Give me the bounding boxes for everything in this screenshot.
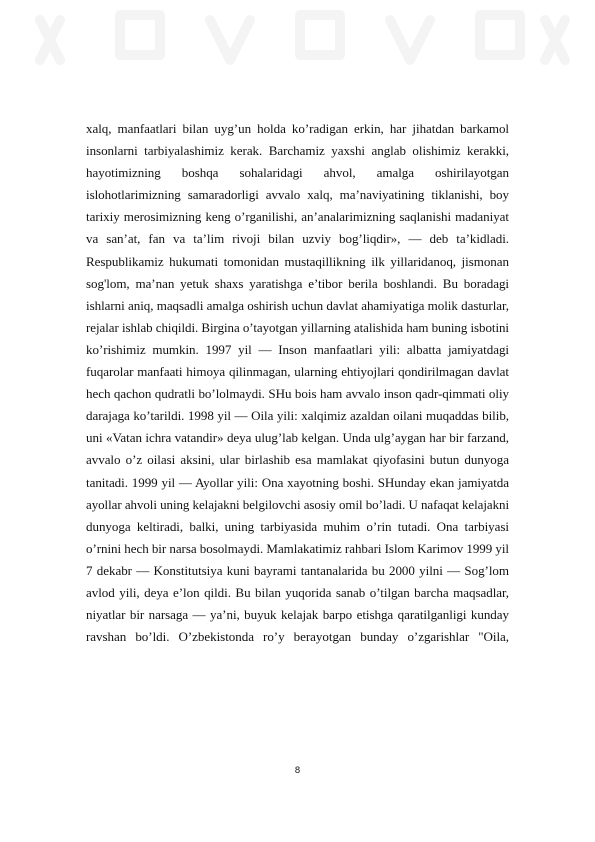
watermark-glyph-5	[390, 20, 430, 60]
text-line: 7 dekabr — Konstitutsiya kuni bayrami tantanalarida bu 2000 yilni — Sog’lom	[86, 562, 509, 578]
text-line: Respublikamiz hukumati tomonidan mustaqillikning ilk yillaridanoq, jismonan	[86, 253, 509, 269]
text-line: hayotimizning boshqa sohalaridagi ahvol, amalga oshirilayotgan	[86, 165, 509, 181]
watermark-glyph-3	[210, 20, 250, 60]
text-line: ayollar ahvoli uning kelajakni belgilovchi asosiy omil bo’ladi. U nafaqat kelajakni	[86, 496, 509, 512]
watermark-glyph-2	[120, 15, 160, 55]
text-line: tarixiy merosimizning keng o’rganilishi, an’analarimizning saqlanishi madaniyat	[86, 209, 509, 225]
watermark-glyph-6	[480, 15, 520, 55]
text-line: darajaga ko’tarildi. 1998 yil — Oila yili: xalqimiz azaldan oilani muqaddas bilib,	[86, 408, 509, 424]
text-line: sog'lom, ma’nan yetuk shaxs yaratishga e’tibor berila boshlandi. Bu boradagi	[86, 275, 509, 291]
text-line: ko’rishimiz mumkin. 1997 yil — Inson manfaatlari yili: albatta jamiyatdagi	[86, 341, 509, 357]
text-line: va san’at, fan va ta’lim rivoji bilan uzviy bog’liqdir», — deb ta’kidladi.	[86, 231, 509, 247]
text-line: ravshan bo’ldi. O’zbekistonda ro’y berayotgan bunday o’zgarishlar "Oila,	[86, 629, 509, 645]
text-line: rejalar ishlab chiqildi. Birgina o’tayotgan yillarning atalishida ham buning isbotini	[86, 319, 509, 335]
text-line: ishlarni aniq, maqsadli amalga oshirish uchun davlat ahamiyatiga molik dasturlar,	[86, 297, 509, 313]
text-line: insonlarni tarbiyalashimiz kerak. Barchamiz yaxshi anglab olishimiz kerakki,	[86, 143, 509, 159]
body-text	[86, 118, 509, 648]
text-line: niyatlar bir narsaga — ya’ni, buyuk kelajak barpo etishga qaratilganligi kunday	[86, 607, 509, 623]
text-line: uni «Vatan ichra vatandir» deya ulug’lab kelgan. Unda ulg’aygan har bir farzand,	[86, 430, 509, 446]
text-line: avvalo o’z oilasi aksini, ular birlashib esa mamlakat qiyofasini butun dunyoga	[86, 452, 509, 468]
text-line: dunyoga keltiradi, balki, uning tarbiyasida muhim o’rin tutadi. Ona tarbiyasi	[86, 518, 509, 534]
text-line: avlod yili, deya e’lon qildi. Bu bilan yuqorida sanab o’tilgan barcha maqsadlar,	[86, 584, 509, 600]
text-line: xalq, manfaatlari bilan uyg’un holda ko’radigan erkin, har jihatdan barkamol	[86, 121, 509, 136]
watermark-glyph-4	[300, 15, 340, 55]
watermark-glyph-7	[545, 20, 565, 60]
text-line: hech qachon qudratli bo’lolmaydi. SHu bois ham avvalo inson qadr-qimmati oliy	[86, 386, 509, 402]
text-line: fuqarolar manfaati himoya qilinmagan, ularning ehtiyojlari qondirilmagan davlat	[86, 364, 509, 380]
watermark-glyph-1	[40, 20, 60, 60]
page-number: 8	[294, 766, 301, 776]
text-line: tanitadi. 1999 yil — Ayollar yili: Ona xayotning boshi. SHunday ekan jamiyatda	[86, 474, 509, 490]
text-line: o’rnini hech bir narsa bosolmaydi. Mamlakatimiz rahbari Islom Karimov 1999 yil	[86, 540, 509, 556]
text-line: islohotlarimizning samaradorligi avvalo xalq, ma’naviyatining tiklanishi, boy	[86, 187, 509, 203]
